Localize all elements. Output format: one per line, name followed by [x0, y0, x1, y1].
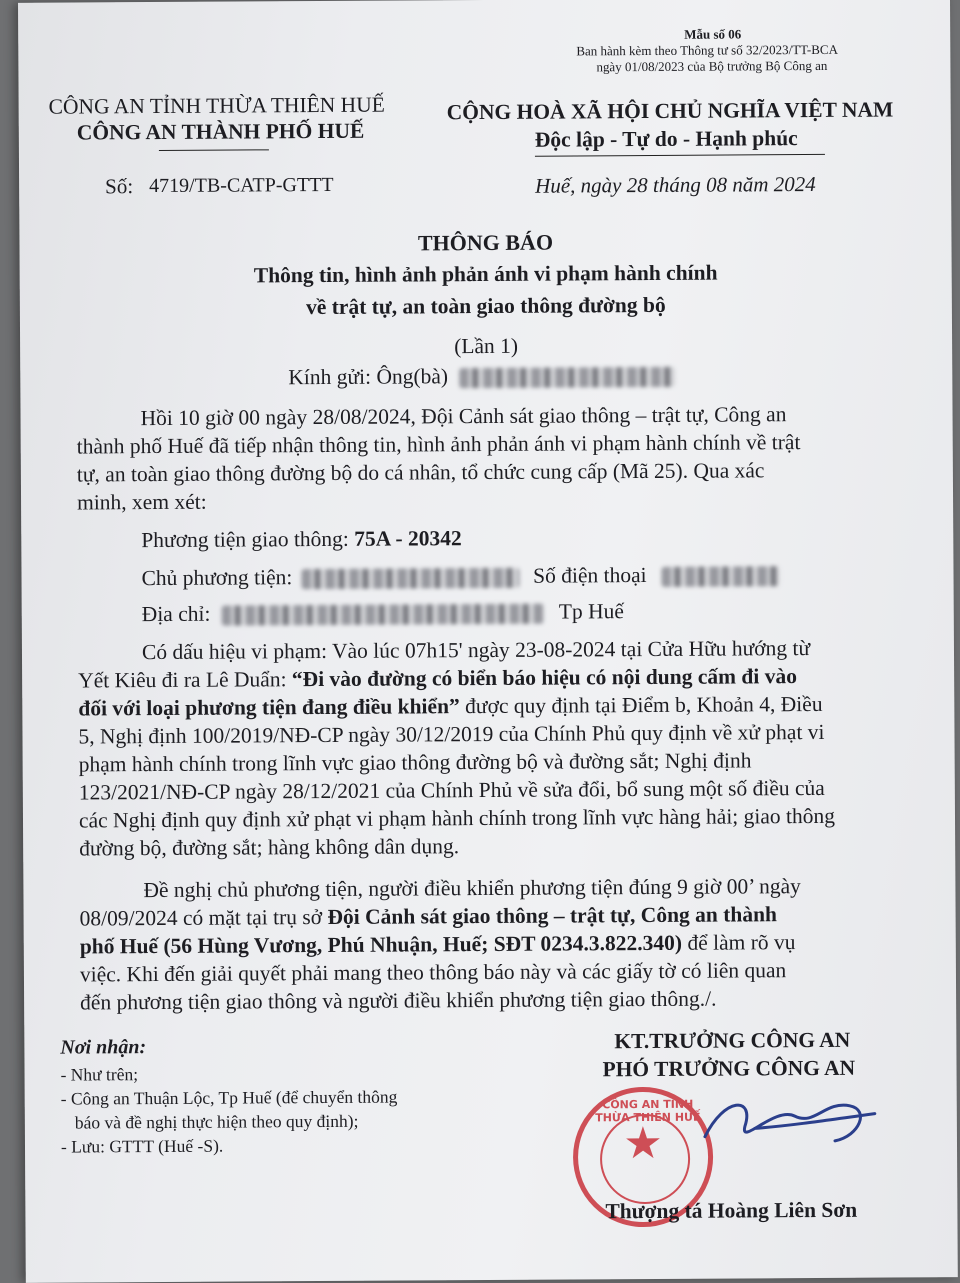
recipients-item-1: - Như trên; [60, 1064, 139, 1085]
recipients-title: Nơi nhận: [60, 1036, 147, 1059]
form-issued-line1: Ban hành kèm theo Thông tư số 32/2023/TT-BCA [576, 41, 838, 59]
vehicle-plate: 75A - 20342 [354, 526, 462, 551]
document-page [18, 0, 958, 1283]
signer-name: Thượng tá Hoàng Liên Sơn [605, 1197, 858, 1224]
intro-line-3: tự, an toàn giao thông đường bộ do cá nhân, tổ chức cung cấp (Mã 25). Qua xác [76, 458, 765, 487]
request-office-part-2: phố Huế (56 Hùng Vương, Phú Nhuận, Huế; SĐT 0234.3.822.340) [79, 930, 683, 959]
phone-redacted [662, 566, 780, 587]
form-number: Mẫu số 06 [684, 26, 742, 42]
star-icon: ★ [623, 1117, 663, 1170]
address-city: Tp Huế [558, 599, 624, 624]
vehicle-line [141, 526, 462, 553]
violation-line-8: đường bộ, đường sắt; hàng không dân dụng. [79, 834, 460, 861]
violation-line-4: 5, Nghị định 100/2019/NĐ-CP ngày 30/12/2019 của Chính Phủ quy định về xử phạt vi [78, 719, 825, 749]
owner-line [141, 562, 780, 591]
intro-line-4: minh, xem xét: [76, 489, 207, 515]
form-issued-line2: ngày 01/08/2023 của Bộ trưởng Bộ Công an [596, 57, 828, 75]
nation-title: CỘNG HOÀ XÃ HỘI CHỦ NGHĨA VIỆT NAM [446, 97, 894, 125]
place-date: Huế, ngày 28 tháng 08 năm 2024 [535, 171, 816, 198]
recipient-line [288, 363, 675, 390]
intro-line-1: Hồi 10 giờ 00 ngày 28/08/2024, Đội Cảnh sát giao thông – trật tự, Công an [140, 402, 787, 431]
recipients-item-3: - Lưu: GTTT (Huế -S). [60, 1135, 224, 1157]
owner-name-redacted [302, 568, 520, 589]
request-line-5: đến phương tiện giao thông và người điều khiển phương tiện giao thông./. [80, 986, 717, 1015]
violation-line-3 [78, 692, 822, 722]
violation-line-7: các Nghị định quy định xử phạt vi phạm hành chính trong lĩnh vực hàng hải; giao thông [78, 803, 836, 833]
request-purpose: để làm rõ vụ [681, 930, 796, 955]
violation-quote-part-2: đối với loại phương tiện đang điều khiển” [78, 694, 460, 721]
phone-label: Số điện thoại [533, 563, 647, 588]
recipients-item-2a: - Công an Thuận Lộc, Tp Huế (để chuyển thông [60, 1086, 398, 1109]
vehicle-label: Phương tiện giao thông: [141, 526, 349, 553]
recipients-item-2b: báo và đề nghị thực hiện theo quy định); [74, 1110, 359, 1133]
agency-parent: CÔNG AN TỈNH THỪA THIÊN HUẾ [48, 92, 385, 119]
violation-line-2 [78, 664, 797, 693]
intro-line-2: thành phố Huế đã tiếp nhận thông tin, hình ảnh phản ánh vi phạm hành chính về trật [76, 430, 801, 459]
violation-location-text: Yết Kiêu đi ra Lê Duẩn: [78, 667, 292, 693]
address-label: Địa chỉ: [141, 601, 211, 627]
signature-title-2: PHÓ TRƯỞNG CÔNG AN [602, 1055, 856, 1082]
doc-number-label: Số: [105, 174, 134, 199]
seal-ring-text: CÔNG AN TỈNH THỪA THIÊN HUẾ [595, 1097, 701, 1125]
recipient-name-redacted [459, 367, 675, 388]
request-location-text: 08/09/2024 có mặt tại trụ sở [79, 904, 328, 931]
recipient-label: Kính gửi: Ông(bà) [288, 364, 449, 390]
violation-line-6: 123/2021/NĐ-CP ngày 28/12/2021 của Chính Phủ về sửa đổi, bổ sung một số điều của [78, 775, 825, 805]
motto-underline [535, 154, 825, 157]
request-line-2 [80, 902, 778, 931]
request-office-part-1: Đội Cảnh sát giao thông – trật tự, Công an thành [327, 902, 778, 929]
owner-label: Chủ phương tiện: [141, 565, 293, 591]
address-line [142, 599, 624, 627]
request-line-1: Đề nghị chủ phương tiện, người điều khiển phương tiện đúng 9 giờ 00’ ngày [143, 874, 801, 903]
agency-underline [159, 149, 269, 151]
violation-line-1: Có dấu hiệu vi phạm: Vào lúc 07h15' ngày 23-08-2024 tại Cửa Hữu hướng từ [141, 636, 811, 665]
signature-title-1: KT.TRƯỞNG CÔNG AN [614, 1027, 851, 1054]
agency-name: CÔNG AN THÀNH PHỐ HUẾ [76, 118, 365, 145]
request-line-4: việc. Khi đến giải quyết phải mang theo thông báo này và các giấy tờ có liên quan [79, 958, 787, 987]
address-redacted [222, 604, 544, 626]
violation-line-5: phạm hành chính trong lĩnh vực giao thông đường bộ và đường sắt; Nghị định [78, 748, 752, 777]
notice-round: (Lần 1) [454, 333, 519, 359]
document-title: THÔNG BÁO [417, 229, 554, 256]
motto: Độc lập - Tự do - Hạnh phúc [534, 126, 798, 152]
handwritten-signature [685, 1086, 885, 1167]
document-subtitle-1: Thông tin, hình ảnh phản ánh vi phạm hành chính [253, 260, 718, 288]
violation-quote-part-1: “Đi vào đường có biển báo hiệu có nội dung cấm đi vào [291, 664, 798, 692]
doc-number: 4719/TB-CATP-GTTT [149, 173, 334, 198]
violation-legal-ref: được quy định tại Điểm b, Khoản 4, Điều [459, 691, 823, 719]
document-subtitle-2: về trật tự, an toàn giao thông đường bộ [305, 292, 666, 320]
request-line-3 [80, 930, 796, 959]
